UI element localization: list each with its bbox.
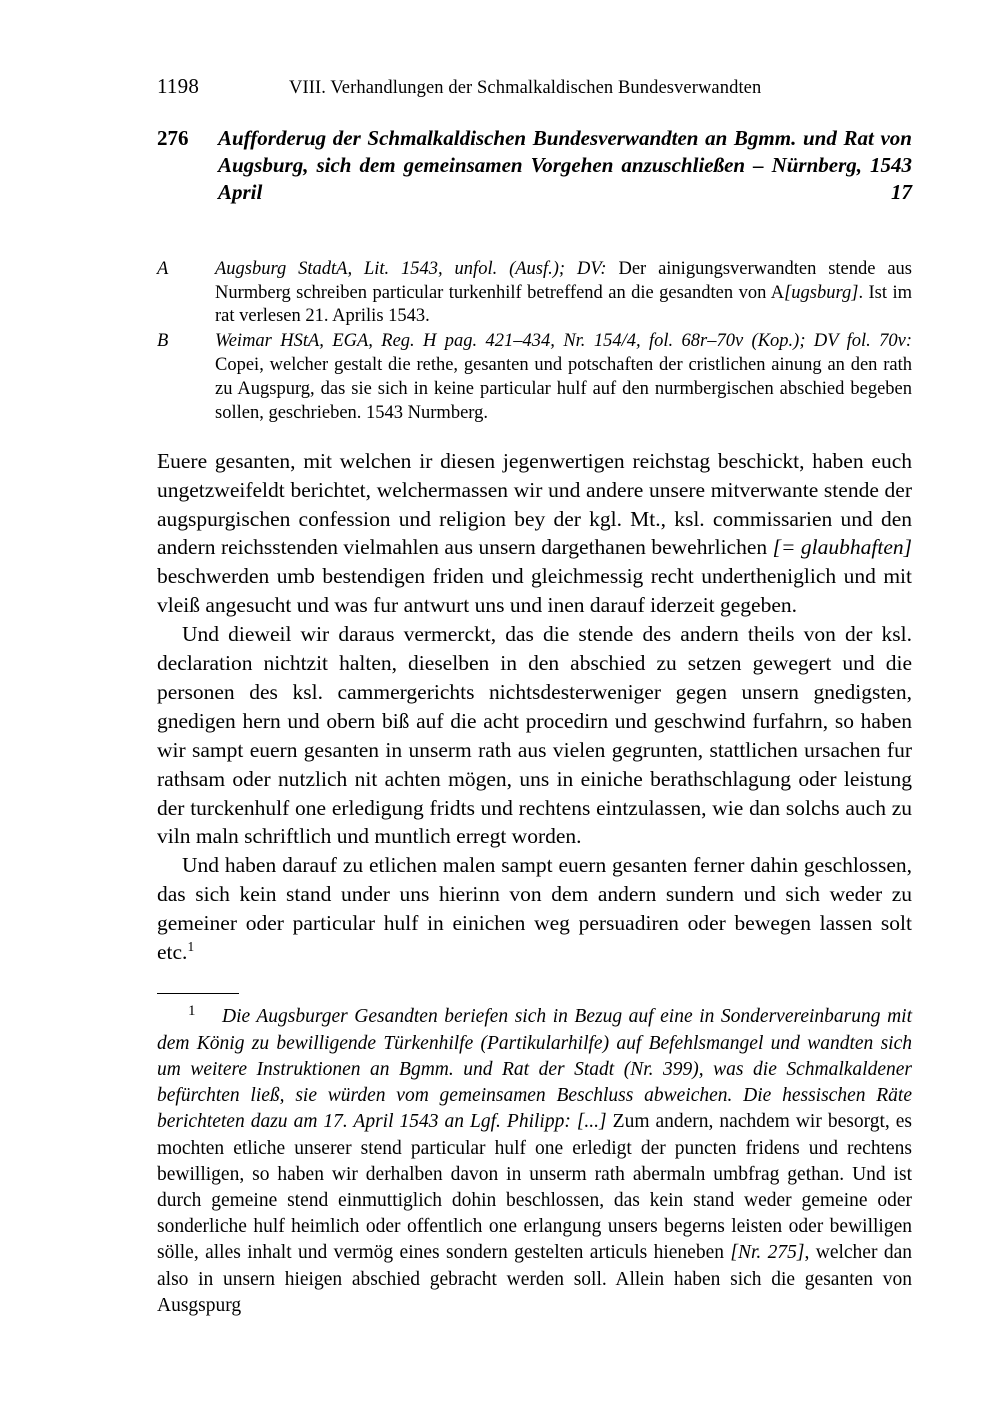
footnote-text-italic-1: Die Augsburger Gesandten beriefen sich in Bezug auf eine in Sondervereinbarung mit dem König zu bewilligende Türkenhilfe (Partikularhilfe) auf Befehlsmangel und wandten sich um weitere Instruktionen an Bgmm. und Rat der Stadt (Nr. 399), was die Schmalkaldener befürchten ließ, sie würden vom gemeinsamen Beschluss abweichen. Die hessischen Räte berichteten dazu am 17. April 1543 an Lgf. Philipp: [...] — [157, 1006, 912, 1133]
source-description-a — [215, 258, 912, 330]
source-sigil-b: B — [157, 331, 169, 352]
footnote-separator-rule — [157, 993, 239, 994]
source-shelfmark-a: Augsburg StadtA, Lit. 1543, unfol. (Ausf.); DV: — [215, 258, 607, 279]
footnote-cross-reference: [Nr. 275] — [730, 1242, 805, 1264]
source-entry-b — [157, 330, 912, 425]
paragraph-1-text-b: beschwerden umb bestendigen friden und gleichmessig recht undertheniglich und mit vleiß angesucht und was fur antwurt uns und inen darauf iderzeit gegeben. — [157, 564, 912, 618]
document-regest: Aufforderug der Schmalkaldischen Bundesverwandten an Bgmm. und Rat von Augsburg, sich dem gemeinsamen Vorgehen anzuschließen – Nürnberg, 1543 April 17 — [218, 125, 912, 205]
footnote-text-roman-1: Zum andern, nachdem wir besorgt, es mochten etliche unserer stend particular hulf one erledigt der puncten fridens und rechtens bewilligen, so haben wir derhalben davon in unserm rath abermaln umbfrag gethan. Und ist durch gemeine stend einmuttiglich dohin beschlossen, das kein stand weder gemeine oder sonderliche hulf heimlich oder offentlich one erlangung unsers begerns leisten oder bewilligen sölle, alles inhalt und vermög eines sondern gestelten articuls hieneben — [157, 1111, 912, 1264]
footnote-text-roman-2: , welcher dan also in unsern hieigen abschied gebracht werden soll. Allein haben sich die gesanten von Ausgspurg — [157, 1242, 912, 1316]
body-paragraph-3 — [157, 851, 912, 967]
document-heading — [157, 125, 912, 234]
document-number: 276 — [157, 125, 189, 150]
body-paragraph-2: Und dieweil wir daraus vermerckt, das die stende des andern theils von der ksl. declaration nichtzit halten, dieselben in den abschied zu setzen gewegert und die personen des ksl. cammergerichts nichtsdesterweniger gegen unsern gnedigsten, gnedigen hern und obern biß auf die acht procedirn und geschwind furfahrn, so haben wir sampt euern gesanten in unserm rath aus vielen gegrunten, stattlichen ursachen fur rathsam oder nutzlich nit achten mögen, uns in einiche berathschlagung oder leistung der turckenhulf one erledigung fridts und rechtens eintzulassen, wie dan solchs auch zu viln maln schriftlich und muntlich erregt worden. — [157, 622, 912, 849]
source-shelfmark-b: Weimar HStA, EGA, Reg. H pag. 421–434, Nr. 154/4, fol. 68r–70v (Kop.); DV fol. 70v: — [215, 331, 912, 352]
page-number: 1198 — [157, 74, 200, 98]
source-description-b — [215, 330, 912, 425]
paragraph-3-text: Und haben darauf zu etlichen malen sampt euern gesanten ferner dahin geschlossen, das sich kein stand under uns hierinn von dem andern sundern und sich weder zu gemeiner oder particular hulf in einichen weg persuadiren oder bewegen lassen solt etc. — [157, 853, 912, 965]
source-note-a-italic: [ugsburg] — [784, 282, 859, 303]
footnote-reference-1[interactable]: 1 — [187, 938, 195, 954]
footnote-zone — [157, 993, 912, 1319]
paragraph-1-editorial-gloss: [= glaubhaften] — [772, 535, 912, 560]
source-apparatus — [157, 258, 912, 426]
body-paragraph-1 — [157, 447, 912, 620]
running-head-title: VIII. Verhandlungen der Schmalkaldischen Bundesverwandten — [289, 78, 762, 98]
source-note-b: Copei, welcher gestalt die rethe, gesanten und potschaften der cristlichen ainung an den rath zu Augspurg, das sie sich in keine particular hulf auf den nurmbergischen abschied begeben sollen, geschrieben. 1543 Nurmberg. — [215, 355, 912, 423]
source-note-a-part2: . Ist im rat verlesen 21. Aprilis 1543. — [215, 282, 912, 327]
paragraph-1-text-a: Euere gesanten, mit welchen ir diesen jegenwertigen reichstag beschickt, haben euch ungetzweifeldt berichtet, welchermassen wir und andere unsere mitverwante stende der augspurgischen confession und religion bey der kgl. Mt., ksl. commissarien und den andern reichsstenden vielmahlen aus unsern dargethanen bewehrlichen — [157, 448, 912, 560]
page-content — [157, 0, 912, 1319]
source-note-a-part1: Der ainigungsverwandten stende aus Nurmberg schreiben particular turkenhilf betreffend an die gesandten von A — [215, 258, 913, 303]
source-entry-a — [157, 258, 912, 330]
running-head — [157, 76, 912, 98]
source-sigil-a: A — [157, 258, 169, 279]
document-body — [157, 447, 912, 967]
footnote-1: 1 Die Augsburger Gesandten beriefen sich in Bezug auf eine in Sondervereinbarung mit dem König zu bewilligende Türkenhilfe (Partikularhilfe) auf Befehlsmangel und wandten sich um weitere Instruktionen an Bgmm. und Rat der Stadt (Nr. 399), was die Schmalkaldener befürchten ließ, sie würden vom gemeinsamen Beschluss abweichen. Die hessischen Räte berichteten dazu am 17. April 1543 an Lgf. Philipp: [...] Zum andern, nachdem wir besorgt, es mochten etliche unserer stend particular hulf one erledigt der puncten fridens und rechtens bewilligen, so haben wir derhalben davon in unserm rath abermaln umbfrag gethan. Und ist durch gemeine stend einmuttiglich dohin beschlossen, das kein stand weder gemeine oder sonderliche hulf heimlich oder offentlich one erlangung unsers begerns leisten oder bewilligen sölle, alles inhalt und vermög eines sondern gestelten articuls hieneben [Nr. 275], welcher dan also in unsern hieigen abschied gebracht werden soll. Allein haben sich die gesanten von Ausgspurg — [157, 1002, 912, 1316]
